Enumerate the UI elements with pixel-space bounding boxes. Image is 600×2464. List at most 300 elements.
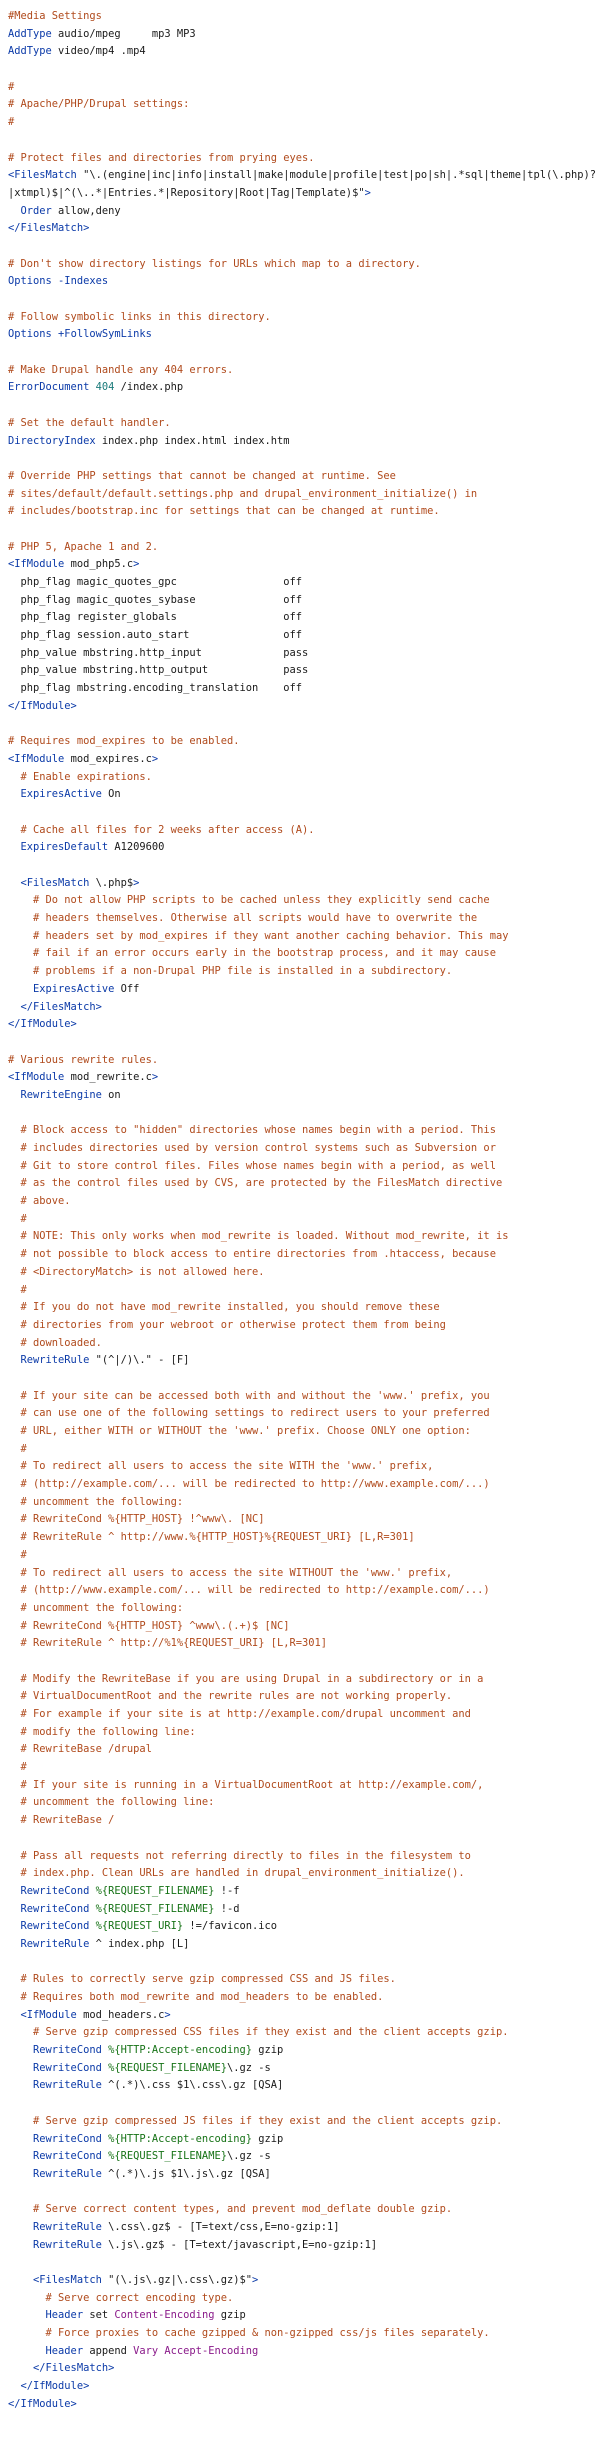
code-line [8,2148,594,2166]
code-token: A1209600 [108,841,165,854]
code-token: Header [8,2344,84,2357]
code-token: # Do not allow PHP scripts to be cached unless they explicitly send cache [8,894,490,907]
code-token: php_flag register_globals off [8,611,303,624]
code-line [8,1052,594,1070]
code-line [8,1087,594,1105]
code-token: Header [8,2309,84,2322]
code-line [8,150,594,168]
code-line [8,1211,594,1229]
code-line [8,2396,594,2414]
code-line [8,2042,594,2060]
code-line [8,1034,594,1052]
code-token: append [83,2344,134,2357]
code-token: > [251,2274,259,2286]
code-token: # fail if an error occurs early in the bootstrap process, and it may cause [8,947,496,960]
code-line [8,1158,594,1176]
code-token: # (http://example.com/... will be redirected to http://www.example.com/...) [8,1478,490,1491]
code-token: # Cache all files for 2 weeks after access (A). [8,823,315,836]
code-token: %{REQUEST_FILENAME} [101,2061,227,2074]
code-line [8,1653,594,1671]
code-token: RewriteCond [8,1920,90,1933]
code-line [8,1812,594,1830]
code-line [8,1865,594,1883]
code-line [8,662,594,680]
code-token: %{HTTP:Accept-encoding} [101,2132,252,2145]
code-token: Off [114,982,140,995]
code-token: RewriteCond [8,2044,102,2057]
code-line [8,415,594,433]
code-line [8,2254,594,2272]
code-token: RewriteCond [8,1902,90,1915]
code-line [8,2307,594,2325]
code-token: </IfModule> [8,699,77,712]
code-token: </FilesMatch> [8,2362,115,2375]
code-token: mod_rewrite.c [64,1071,152,1084]
code-line [8,2007,594,2025]
code-line [8,185,594,203]
code-token: RewriteEngine [8,1088,102,1101]
code-token: index.php index.html index.htm [95,434,290,447]
code-token: # uncomment the following: [8,1601,184,1614]
code-line [8,645,594,663]
code-line [8,379,594,397]
code-line [8,2060,594,2078]
code-line [8,1794,594,1812]
code-token: </FilesMatch> [8,1000,102,1013]
code-line [8,2095,594,2113]
code-line [8,2290,594,2308]
code-line [8,486,594,504]
code-line [8,1140,594,1158]
code-token: # Serve gzip compressed JS files if they exist and the client accepts gzip. [8,2114,503,2127]
code-token: # directories from your webroot or otherwise protect them from being [8,1318,446,1331]
code-token: # Set the default handler. [8,416,171,429]
code-token: # [8,1761,27,1774]
code-line [8,1370,594,1388]
code-token: %{HTTP:Accept-encoding} [101,2044,252,2057]
code-line [8,256,594,274]
code-token: # RewriteCond %{HTTP_HOST} ^www\.(.+)$ [NC] [8,1619,290,1632]
code-token: # Git to store control files. Files whose names begin with a period, as well [8,1159,496,1172]
code-line [8,1423,594,1441]
code-line [8,1635,594,1653]
code-token: !-f [214,1884,240,1897]
code-token: ^(.*)\.js $1\.js\.gz [QSA] [101,2167,271,2180]
code-token: /index.php [114,381,184,394]
code-token: # PHP 5, Apache 1 and 2. [8,540,159,553]
code-token: > [133,876,140,889]
code-line [8,963,594,981]
code-token: # Override PHP settings that cannot be changed at runtime. See [8,469,396,482]
code-token: # For example if your site is at http://example.com/drupal uncomment and [8,1708,471,1720]
code-token: # If your site is running in a VirtualDocumentRoot at http://example.com/, [8,1778,484,1791]
code-line [8,1671,594,1689]
code-token: </IfModule> [8,2380,90,2393]
code-line [8,2201,594,2219]
code-token: php_flag mbstring.encoding_translation off [8,682,303,695]
code-token: # can use one of the following settings to redirect users to your preferred [8,1407,490,1420]
code-token: # headers set by mod_expires if they want another caching behavior. This may [8,929,509,942]
code-token: ExpiresDefault [8,841,109,854]
code-line [8,167,597,185]
code-token: "\.(engine|inc|info|install|make|module|profile|test|po|sh|.*sql|theme|tpl(\.php)? [76,169,597,182]
code-token: RewriteRule [8,2220,102,2233]
code-line [8,2113,594,2131]
code-token: # uncomment the following line: [8,1796,215,1809]
code-token: Options [8,275,52,288]
code-token: </IfModule> [8,1018,77,1031]
code-token: RewriteCond [8,2061,102,2074]
code-token: # Various rewrite rules. [8,1053,159,1066]
code-token: # Rules to correctly serve gzip compressed CSS and JS files. [8,1973,396,1986]
code-token: RewriteRule [8,2079,102,2092]
code-token: # RewriteCond %{HTTP_HOST} !^www\. [NC] [8,1513,265,1526]
code-token: ExpiresActive [8,982,115,995]
code-line [8,1122,594,1140]
code-line [8,1105,594,1123]
code-line [8,1317,594,1335]
code-token: # [8,116,15,129]
code-line [8,999,594,1017]
code-token: !=/favicon.ico [183,1920,278,1933]
code-line [8,43,594,61]
code-line [8,26,594,44]
code-token: allow,deny [51,204,121,217]
code-token: +FollowSymLinks [51,328,152,341]
code-line [8,1918,594,1936]
code-line [8,2131,594,2149]
code-line [8,698,594,716]
code-line [8,2237,594,2255]
code-token: # Block access to "hidden" directories whose names begin with a period. This [8,1124,496,1137]
code-token: php_value mbstring.http_output pass [8,664,309,677]
code-token: # modify the following line: [8,1725,196,1738]
code-line [8,574,594,592]
code-token: RewriteRule [8,2167,102,2180]
code-line [8,433,594,451]
code-token: > [151,752,159,765]
code-token: # [8,1212,27,1225]
code-line [8,1600,594,1618]
code-line [8,786,594,804]
code-token: <IfModule [8,1071,65,1084]
code-token: 404 [89,381,115,394]
code-line [8,503,594,521]
code-line [8,609,594,627]
code-token: Content-Encoding [114,2309,215,2322]
code-token: \.gz -s [226,2061,271,2074]
code-line [8,857,594,875]
code-token: # Serve gzip compressed CSS files if they exist and the client accepts gzip. [8,2026,509,2039]
code-line [8,1016,594,1034]
code-token: RewriteRule [8,1937,90,1950]
code-line [8,2184,594,2202]
code-line [8,1511,594,1529]
code-token: # not possible to block access to entire directories from .htaccess, because [8,1248,496,1261]
code-token: |xtmpl)$|^(\..*|Entries.*|Repository|Root|Tag|Template)$" [8,186,365,199]
code-token: # as the control files used by CVS, are protected by the FilesMatch directive [8,1177,503,1190]
code-line [8,2272,594,2290]
code-token: Order [8,204,52,217]
code-token: On [101,788,121,801]
code-token: # RewriteBase / [8,1814,115,1827]
code-line [8,751,594,769]
code-line [8,1883,594,1901]
code-line [8,1069,594,1087]
code-token: # RewriteRule ^ http://www.%{HTTP_HOST}%{REQUEST_URI} [L,R=301] [8,1531,415,1544]
code-token: <FilesMatch [8,876,90,889]
code-line [8,2378,594,2396]
code-token: php_value mbstring.http_input pass [8,646,309,659]
code-line [8,1441,594,1459]
code-token: %{REQUEST_FILENAME} [89,1902,215,1915]
code-line [8,1618,594,1636]
code-line [8,1494,594,1512]
code-token: RewriteCond [8,2150,102,2163]
code-line [8,1688,594,1706]
code-line [8,1458,594,1476]
code-line [8,96,594,114]
code-line [8,521,594,539]
code-token: # If your site can be accessed both with and without the 'www.' prefix, you [8,1389,490,1402]
code-token: ^(.*)\.css $1\.css\.gz [QSA] [101,2079,284,2092]
code-line [8,2325,594,2343]
code-line [8,680,594,698]
code-line [8,1388,594,1406]
code-token: # Apache/PHP/Drupal settings: [8,98,190,111]
code-line [8,1777,594,1795]
code-token: # RewriteRule ^ http://%1%{REQUEST_URI} [L,R=301] [8,1637,328,1650]
code-line [8,2219,594,2237]
code-token: %{REQUEST_FILENAME} [89,1884,215,1897]
code-token: # includes directories used by version control systems such as Subversion or [8,1142,496,1154]
code-token: # Pass all requests not referring directly to files in the filesystem to [8,1849,471,1862]
code-token: # To redirect all users to access the site WITHOUT the 'www.' prefix, [8,1566,453,1579]
code-line [8,8,594,26]
code-line [8,61,594,79]
code-token: "(^|/)\." - [F] [89,1354,190,1367]
code-line [8,1476,594,1494]
code-line [8,309,594,327]
code-line [8,1264,594,1282]
code-line [8,1299,594,1317]
code-line [8,1741,594,1759]
code-token: \.css\.gz$ - [T=text/css,E=no-gzip:1] [101,2220,340,2233]
code-line [8,1706,594,1724]
code-token: # [8,1283,27,1296]
code-token: # [8,1548,27,1561]
code-line [8,981,594,999]
code-token: DirectoryIndex [8,434,96,447]
code-token: # sites/default/default.settings.php and drupal_environment_initialize() in [8,487,478,500]
code-token: # If you do not have mod_rewrite installed, you should remove these [8,1301,440,1314]
code-line [8,769,594,787]
code-token: <IfModule [8,752,65,765]
code-token: !-d [214,1902,240,1915]
code-token: Options [8,328,52,341]
code-token: audio/mpeg mp3 MP3 [51,27,196,40]
code-token: "(\.js\.gz|\.css\.gz)$" [101,2274,252,2286]
code-line [8,1565,594,1583]
code-line [8,1936,594,1954]
code-line [8,2343,594,2361]
code-token: # Modify the RewriteBase if you are using Drupal in a subdirectory or in a [8,1672,484,1685]
code-line [8,1848,594,1866]
code-token: # VirtualDocumentRoot and the rewrite rules are not working properly. [8,1690,453,1703]
code-token: # NOTE: This only works when mod_rewrite is loaded. Without mod_rewrite, it is [8,1230,509,1243]
code-line [8,1193,594,1211]
code-line [8,822,594,840]
code-line [8,450,594,468]
code-token: on [101,1088,121,1101]
code-token: mod_php5.c [64,558,134,571]
code-line [8,220,594,238]
code-token: # Enable expirations. [8,770,152,783]
code-token: %{REQUEST_FILENAME} [101,2150,227,2163]
code-line [8,79,594,97]
code-line [8,627,594,645]
code-token: set [83,2309,115,2322]
code-line [8,716,594,734]
code-line [8,1901,594,1919]
code-token: <IfModule [8,2008,77,2021]
code-line [8,1246,594,1264]
code-line [8,1830,594,1848]
code-token: <IfModule [8,558,65,571]
code-token: ErrorDocument [8,381,90,394]
code-line [8,892,594,910]
code-token: # Make Drupal handle any 404 errors. [8,363,234,376]
code-token: gzip [214,2309,246,2322]
htaccess-code-listing [8,8,597,2414]
code-token: # Follow symbolic links in this directory. [8,310,271,323]
code-line [8,910,594,928]
code-line [8,839,594,857]
code-token: ^ index.php [L] [89,1937,190,1950]
code-line [8,1405,594,1423]
code-token: AddType [8,27,52,40]
code-line [8,238,594,256]
code-line [8,733,594,751]
code-token: -Indexes [51,275,109,288]
code-line [8,539,594,557]
code-line [8,1724,594,1742]
code-line [8,1228,594,1246]
code-token: <FilesMatch [8,169,77,182]
code-line [8,468,594,486]
code-token: %{REQUEST_URI} [89,1920,184,1933]
code-token: > [164,2008,171,2021]
code-line [8,1582,594,1600]
code-token: gzip [251,2132,284,2145]
code-line [8,804,594,822]
code-token: # Serve correct encoding type. [8,2291,234,2304]
code-line [8,132,594,150]
code-line [8,928,594,946]
code-line [8,2024,594,2042]
code-token: RewriteCond [8,1884,90,1897]
code-token: mod_headers.c [76,2008,165,2021]
code-token: # Requires both mod_rewrite and mod_headers to be enabled. [8,1991,384,2003]
code-token: mod_expires.c [64,752,152,765]
code-line [8,344,594,362]
code-token: # To redirect all users to access the site WITH the 'www.' prefix, [8,1460,434,1473]
code-line [8,945,594,963]
code-token: video/mp4 .mp4 [51,45,146,58]
code-token: # [8,1442,27,1455]
code-line [8,1547,594,1565]
code-token: # Serve correct content types, and prevent mod_deflate double gzip. [8,2203,453,2216]
code-line [8,273,594,291]
code-line [8,556,594,574]
code-line [8,362,594,380]
code-token: > [364,186,371,199]
code-token: php_flag session.auto_start off [8,629,303,642]
code-line [8,203,594,221]
code-token: RewriteCond [8,2132,102,2145]
code-line [8,291,594,309]
code-token: # index.php. Clean URLs are handled in drupal_environment_initialize(). [8,1867,465,1880]
code-token: > [151,1071,159,1084]
code-token: ExpiresActive [8,788,102,801]
code-line [8,1175,594,1193]
code-token: # [8,80,15,93]
code-token: Vary Accept-Encoding [133,2344,259,2357]
code-line [8,326,594,344]
code-line [8,1971,594,1989]
code-token: # Force proxies to cache gzipped & non-gzipped css/js files separately. [8,2327,490,2340]
code-line [8,1282,594,1300]
code-line [8,2360,594,2378]
code-line [8,2166,594,2184]
code-token: # includes/bootstrap.inc for settings that can be changed at runtime. [8,505,440,518]
code-line [8,1352,594,1370]
code-token: # Protect files and directories from prying eyes. [8,151,315,164]
code-token: # problems if a non-Drupal PHP file is installed in a subdirectory. [8,965,453,978]
code-token: # above. [8,1195,71,1208]
code-token: \.php$ [89,876,134,889]
code-token: # URL, either WITH or WITHOUT the 'www.' prefix. Choose ONLY one option: [8,1425,471,1437]
code-token: # downloaded. [8,1336,102,1349]
code-token: # Don't show directory listings for URLs which map to a directory. [8,257,421,270]
code-line [8,1954,594,1972]
code-line [8,1989,594,2007]
code-token: > [133,558,140,571]
code-token: gzip [251,2044,284,2057]
code-token: php_flag magic_quotes_gpc off [8,576,303,588]
code-token: <FilesMatch [8,2274,102,2286]
code-token: \.gz -s [226,2150,271,2163]
code-token: # (http://www.example.com/... will be redirected to http://example.com/...) [8,1584,490,1597]
code-token: # <DirectoryMatch> is not allowed here. [8,1265,265,1278]
code-token: php_flag magic_quotes_sybase off [8,593,303,606]
code-token: # RewriteBase /drupal [8,1743,152,1756]
code-token: # headers themselves. Otherwise all scripts would have to overwrite the [8,912,478,925]
code-line [8,592,594,610]
code-line [8,1335,594,1353]
code-token: #Media Settings [8,10,102,22]
code-line [8,114,594,132]
code-token: # Requires mod_expires to be enabled. [8,735,240,748]
code-line [8,397,594,415]
code-token: RewriteRule [8,1354,90,1367]
code-token: \.js\.gz$ - [T=text/javascript,E=no-gzip:1] [101,2238,378,2251]
code-token: AddType [8,45,52,58]
code-line [8,1529,594,1547]
code-token: RewriteRule [8,2238,102,2251]
code-line [8,875,594,893]
code-token: # uncomment the following: [8,1495,184,1508]
